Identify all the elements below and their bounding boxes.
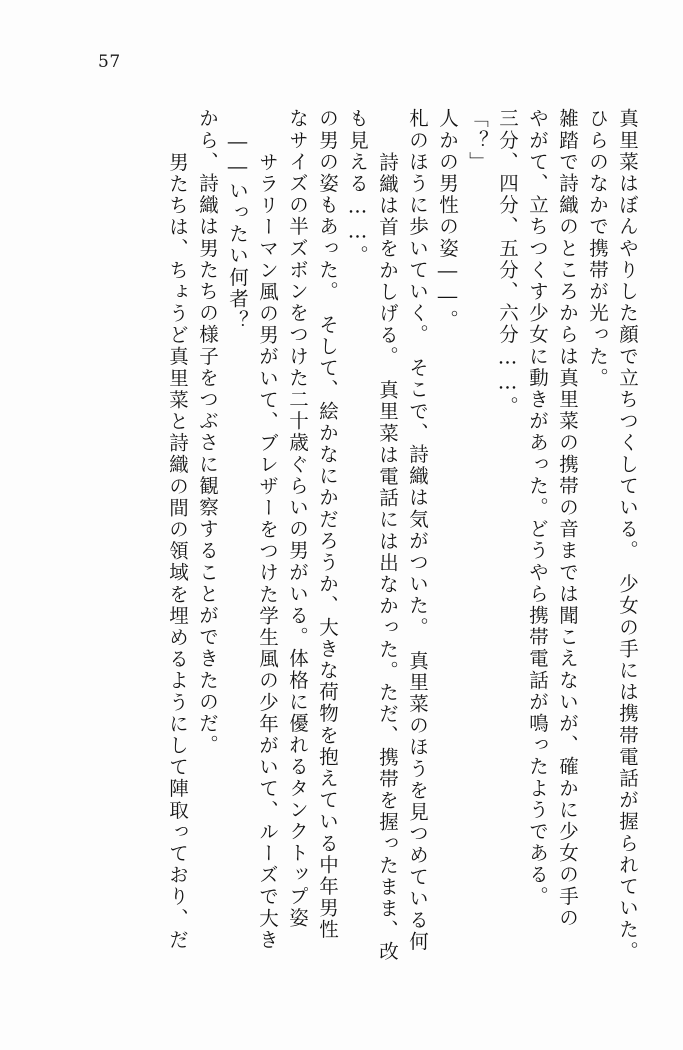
text-column: 真里菜はぼんやりした顔で立ちつくしている。 少女の手には携帯電話が握られていた。 bbox=[616, 108, 639, 963]
text-column: やがて、立ちつくす少女に動きがあった。どうやら携帯電話が鳴ったようである。 bbox=[526, 108, 549, 908]
text-column: の男の姿もあった。 そして、絵かなにかだろうか、大きな荷物を抱えている中年男性 bbox=[316, 108, 339, 941]
text-column: なサイズの半ズボンをつけた二十歳ぐらいの男がいる。体格に優れるタンクトップ姿 bbox=[286, 108, 309, 929]
vertical-text-block bbox=[62, 108, 637, 1008]
text-column: 札のほうに歩いていく。 そこで、詩織は気がついた。 真里菜のほうを見つめている何 bbox=[406, 108, 429, 953]
text-column: 詩織は首をかしげる。 真里菜は電話には出なかった。ただ、携帯を握ったまま、改 bbox=[376, 130, 399, 963]
text-column: ひらのなかで携帯が光った。 bbox=[586, 108, 609, 389]
text-column: も見える……。 bbox=[346, 108, 369, 267]
page-number: 57 bbox=[98, 52, 121, 72]
text-column: 人かの男性の姿――。 bbox=[436, 108, 459, 331]
text-column: 男たちは、ちょうど真里菜と詩織の間の領域を埋めるようにして陣取っており、だ bbox=[166, 130, 189, 951]
text-column: ――いったい何者？ bbox=[226, 130, 249, 332]
text-column: サラリーマン風の男がいて、ブレザーをつけた学生風の少年がいて、ルーズで大き bbox=[256, 130, 279, 951]
text-column: から、詩織は男たちの様子をつぶさに観察することができたのだ。 bbox=[196, 108, 219, 756]
text-column: 三分、四分、五分、六分……。 bbox=[496, 108, 519, 418]
text-column: 「？」 bbox=[466, 108, 489, 173]
text-column: 雑踏で詩織のところからは真里菜の携帯の音までは聞こえないが、確かに少女の手の bbox=[556, 108, 579, 929]
